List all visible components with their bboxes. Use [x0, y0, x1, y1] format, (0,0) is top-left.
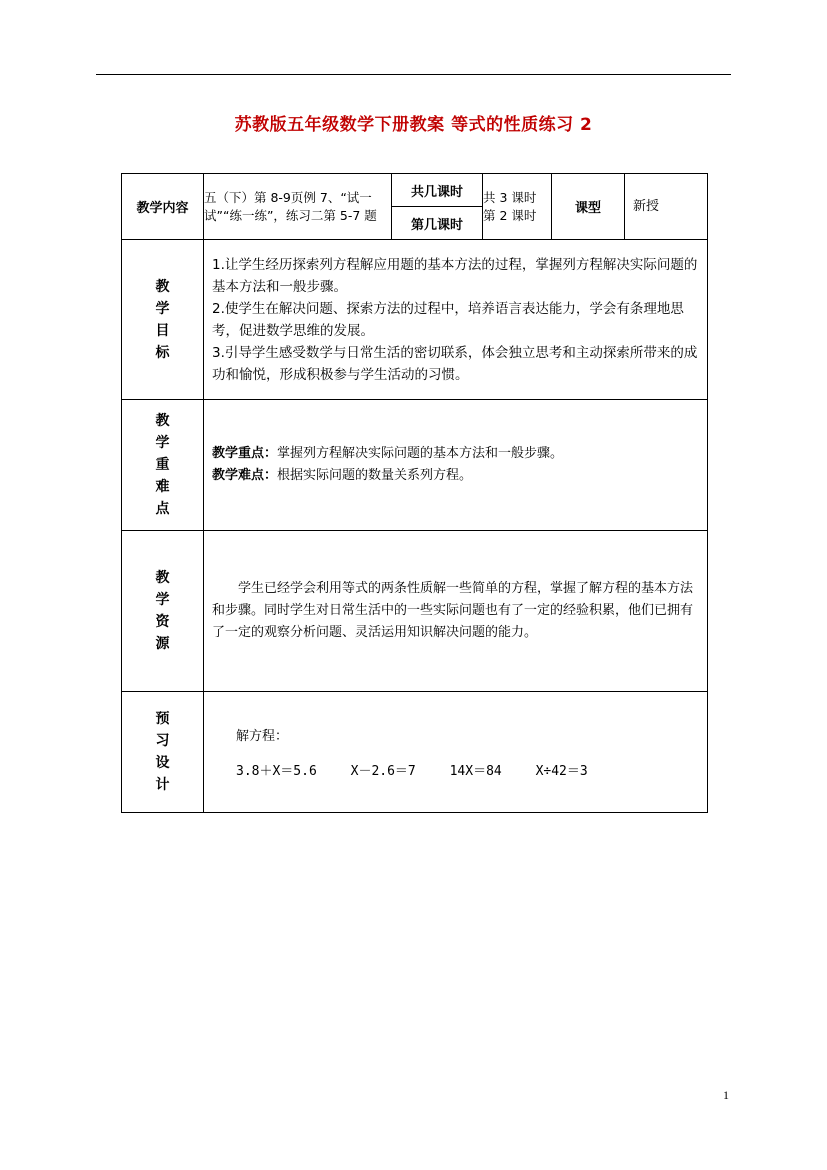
goals-label — [122, 240, 204, 400]
header-rule — [96, 74, 731, 75]
preview-label — [122, 692, 204, 813]
goals-content — [204, 240, 708, 400]
goals-label-char: 教 — [155, 278, 170, 295]
lesson-count-cell — [483, 174, 552, 240]
current-lesson-label: 第几课时 — [392, 207, 483, 240]
equation: 14X＝84 — [449, 764, 502, 779]
goals-label-char: 学 — [155, 300, 170, 317]
teaching-difficulty-label: 教学难点： — [212, 468, 278, 483]
resources-text: 学生已经学会利用等式的两条性质解一些简单的方程，掌握了解方程的基本方法和步骤。同时学生对日常生活中的一些实际问题也有了一定的经验积累，他们已拥有了一定的观察分析问题、灵活运用知识解决问题的能力。 — [212, 581, 694, 640]
preview-label-char: 习 — [155, 733, 170, 749]
resources-label-char: 资 — [155, 614, 170, 630]
current-lesson-value: 第 2 课时 — [483, 207, 537, 223]
lesson-plan-table — [121, 173, 708, 813]
equation: X÷42＝3 — [535, 764, 588, 779]
teaching-focus-label: 教学重点： — [212, 446, 278, 461]
preview-row — [122, 692, 708, 813]
equation: X－2.6＝7 — [350, 764, 416, 779]
equation: 3.8＋X＝5.6 — [236, 764, 317, 779]
page-number: 1 — [723, 1088, 729, 1102]
content-text: 五（下）第 8-9页例 7、“试一试”“练一练”，练习二第 5-7 题 — [204, 174, 392, 240]
resources-row — [122, 531, 708, 692]
key-points-label-char: 学 — [155, 435, 170, 451]
key-points-label-char: 教 — [155, 413, 170, 429]
teaching-focus-text: 掌握列方程解决实际问题的基本方法和一般步骤。 — [277, 446, 564, 461]
teaching-focus — [212, 443, 699, 465]
key-points-label — [122, 400, 204, 531]
goals-row — [122, 240, 708, 400]
equation-list — [236, 760, 707, 779]
goals-label-char: 目 — [155, 322, 170, 339]
total-lessons-value: 共 3 课时 — [483, 189, 537, 205]
resources-label-char: 教 — [155, 570, 170, 586]
teaching-difficulty-text: 根据实际问题的数量关系列方程。 — [277, 468, 473, 483]
goals-label-char: 标 — [155, 344, 170, 361]
preview-label-char: 预 — [155, 711, 170, 727]
preview-label-char: 设 — [155, 755, 170, 771]
lesson-type-label: 课型 — [552, 174, 625, 240]
resources-label — [122, 531, 204, 692]
resources-label-char: 源 — [155, 636, 170, 652]
preview-label-char: 计 — [155, 777, 170, 793]
document-title: 苏教版五年级数学下册教案 等式的性质练习 2 — [234, 115, 593, 135]
goal-item: 1.让学生经历探索列方程解应用题的基本方法的过程，掌握列方程解决实际问题的基本方法和一般步骤。 — [212, 256, 698, 295]
preview-heading: 解方程： — [236, 729, 289, 744]
lesson-type-value: 新授 — [625, 174, 708, 240]
key-points-row — [122, 400, 708, 531]
key-points-label-char: 重 — [155, 457, 170, 473]
resources-label-char: 学 — [155, 592, 170, 608]
key-points-label-char: 点 — [155, 501, 170, 517]
content-label: 教学内容 — [122, 174, 204, 240]
resources-content — [204, 531, 708, 692]
key-points-content — [204, 400, 708, 531]
goal-item: 2.使学生在解决问题、探索方法的过程中，培养语言表达能力，学会有条理地思考，促进数学思维的发展。 — [212, 300, 684, 339]
preview-content — [204, 692, 708, 813]
key-points-label-char: 难 — [155, 479, 170, 495]
total-lessons-label: 共几课时 — [392, 174, 483, 207]
content-row-top — [122, 174, 708, 207]
goal-item: 3.引导学生感受数学与日常生活的密切联系，体会独立思考和主动探索所带来的成功和愉悦，形成积极参与学生活动的习惯。 — [212, 344, 698, 383]
teaching-difficulty — [212, 465, 699, 487]
